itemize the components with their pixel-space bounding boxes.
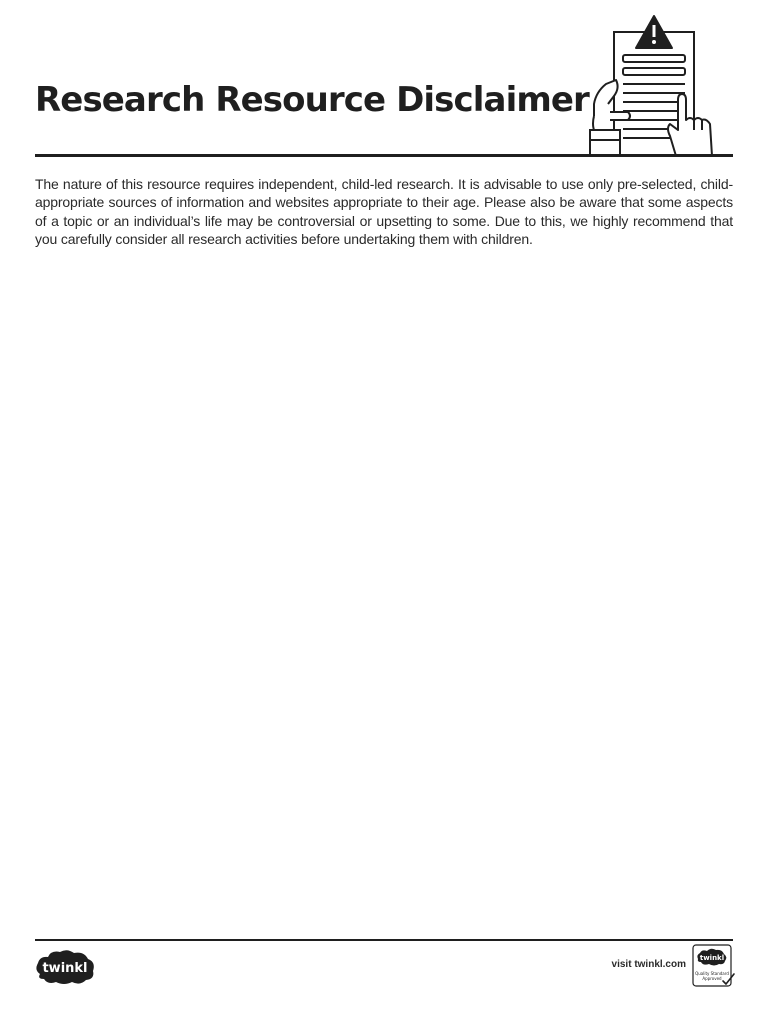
twinkl-logo[interactable] — [34, 948, 96, 986]
badge-line-1: Quality Standard — [695, 971, 729, 976]
disclaimer-paragraph: The nature of this resource requires independent, child-led research. It is advisable to use only pre-selected, child-appropriate sources of information and websites appropriate to their age. Please also be aware that some aspects of a topic or an individual’s life may be controversial or upsetting to some. Due to this, we highly recommend that you carefully consider all research activities before undertaking them with children. — [35, 176, 733, 247]
visit-twinkl-link[interactable]: visit twinkl.com — [611, 959, 686, 970]
page-title: Research Resource Disclaimer — [35, 80, 589, 120]
clipboard-warning-icon — [584, 12, 720, 158]
logo-text: twinkl — [42, 961, 88, 976]
header-divider — [35, 154, 733, 157]
quality-standard-badge — [692, 944, 736, 988]
badge-brand-text: twinkl — [699, 954, 725, 962]
badge-line-2: Approved — [702, 976, 722, 981]
footer-divider — [35, 939, 733, 941]
